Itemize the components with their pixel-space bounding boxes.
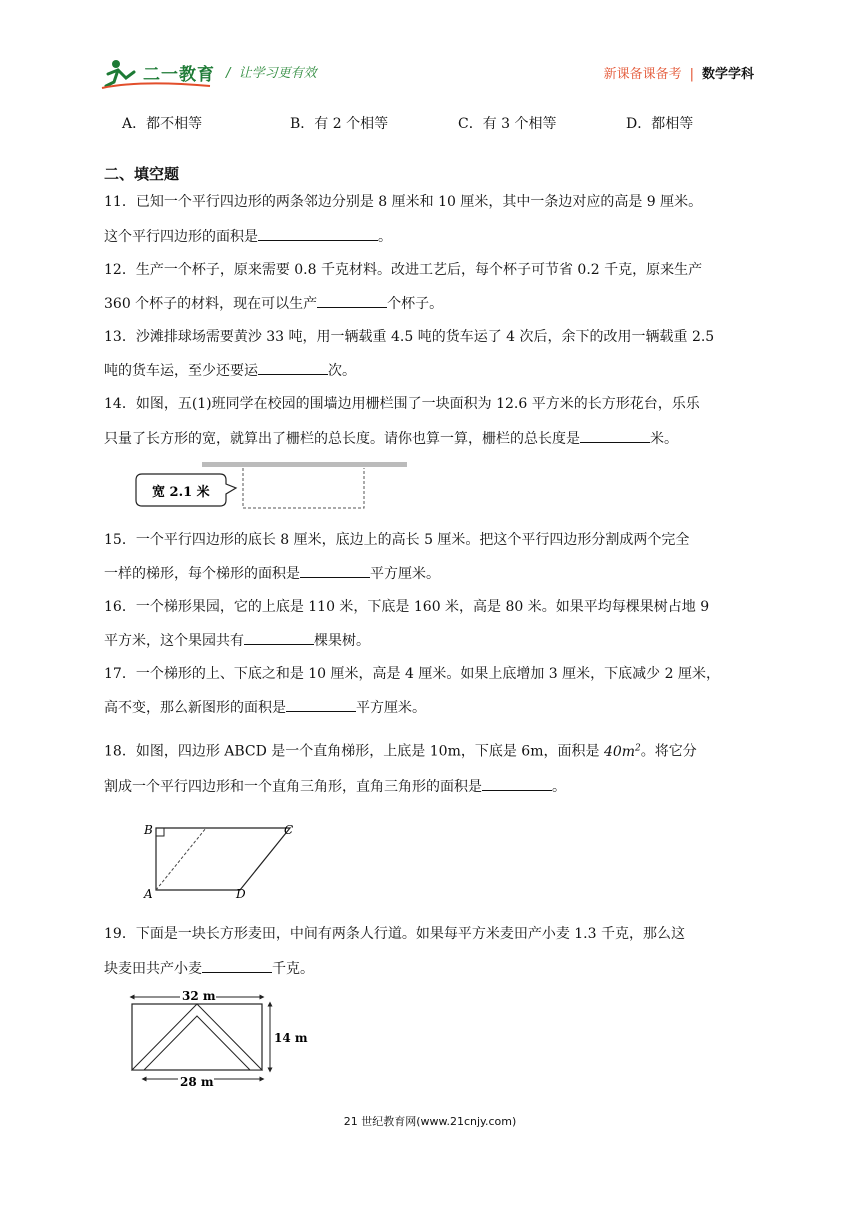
answer-blank[interactable] bbox=[580, 428, 650, 443]
q18-trapezoid-figure bbox=[140, 818, 310, 900]
page-footer: 21 世纪教育网(www.21cnjy.com) bbox=[343, 1115, 517, 1128]
q14-figure bbox=[132, 458, 412, 514]
slogan: / 让学习更有效 bbox=[226, 66, 317, 81]
dim-bottom: 28 m bbox=[180, 1075, 214, 1089]
logo-text: 二一教育 bbox=[143, 65, 215, 85]
header-course-label: 新课备课备考 bbox=[603, 67, 682, 82]
q14-width-label: 宽 2.1 米 bbox=[152, 485, 210, 500]
answer-blank[interactable] bbox=[286, 697, 356, 712]
q11-line2: 这个平行四边形的面积是 。 bbox=[104, 226, 392, 247]
dim-side: 14 m bbox=[274, 1031, 308, 1045]
q16-line2: 平方米，这个果园共有 棵果树。 bbox=[104, 630, 370, 651]
answer-blank[interactable] bbox=[258, 226, 378, 241]
q19-line2: 块麦田共产小麦 千克。 bbox=[104, 958, 314, 979]
header-subject: 数学学科 bbox=[701, 67, 754, 82]
q17-line2: 高不变，那么新图形的面积是 平方厘米。 bbox=[104, 697, 426, 718]
answer-blank[interactable] bbox=[300, 563, 370, 578]
option-a: A．都不相等 bbox=[122, 116, 203, 132]
q12-line2: 360 个杯子的材料，现在可以生产 个杯子。 bbox=[104, 293, 443, 314]
q18-area: $40m^2$ bbox=[603, 743, 641, 760]
vertex-b: B bbox=[144, 823, 153, 837]
option-b: B．有 2 个相等 bbox=[290, 116, 389, 132]
header-separator: | bbox=[689, 67, 694, 82]
answer-blank[interactable] bbox=[317, 293, 387, 308]
q11-line1: 11．已知一个平行四边形的两条邻边分别是 8 厘米和 10 厘米，其中一条边对应的高是 9 厘米。 bbox=[104, 194, 703, 210]
q14-line1: 14．如图，五(1)班同学在校园的围墙边用栅栏围了一块面积为 12.6 平方米的长方形花台，乐乐 bbox=[104, 396, 700, 412]
fence-rectangle bbox=[243, 468, 364, 508]
q15-line2: 一样的梯形，每个梯形的面积是 平方厘米。 bbox=[104, 563, 440, 584]
answer-blank[interactable] bbox=[482, 776, 552, 791]
trapezoid-abcd bbox=[156, 828, 290, 890]
q19-line1: 19．下面是一块长方形麦田，中间有两条人行道。如果每平方米麦田产小麦 1.3 千克，那么这 bbox=[104, 926, 685, 942]
q14-line2: 只量了长方形的宽，就算出了栅栏的总长度。请你也算一算，栅栏的总长度是 米。 bbox=[104, 428, 678, 449]
right-angle-mark bbox=[156, 828, 164, 836]
section-title: 二、填空题 bbox=[104, 165, 180, 183]
answer-blank[interactable] bbox=[202, 958, 272, 973]
q17-line1: 17．一个梯形的上、下底之和是 10 厘米，高是 4 厘米。如果上底增加 3 厘米，下底减少 2 厘米， bbox=[104, 666, 720, 682]
q18-line1: 18．如图，四边形 ABCD 是一个直角梯形，上底是 10m，下底是 6m，面积是 $40m^2$。将它分 bbox=[104, 743, 697, 760]
vertex-c: C bbox=[284, 823, 294, 837]
vertex-d: D bbox=[236, 887, 246, 900]
option-c: C．有 3 个相等 bbox=[458, 116, 557, 132]
dim-top: 32 m bbox=[182, 989, 216, 1003]
option-d: D．都相等 bbox=[626, 116, 694, 132]
q19-field-figure bbox=[122, 986, 322, 1090]
wall bbox=[202, 462, 407, 467]
answer-blank[interactable] bbox=[244, 630, 314, 645]
q16-line1: 16．一个梯形果园，它的上底是 110 米，下底是 160 米，高是 80 米。如果平均每棵果树占地 9 bbox=[104, 599, 710, 615]
q15-line1: 15．一个平行四边形的底长 8 厘米，底边上的高长 5 厘米。把这个平行四边形分割成两个完全 bbox=[104, 532, 690, 548]
q18-line2: 割成一个平行四边形和一个直角三角形，直角三角形的面积是 。 bbox=[104, 776, 566, 797]
vertex-a: A bbox=[144, 887, 153, 900]
q13-line2: 吨的货车运，至少还要运 次。 bbox=[104, 360, 356, 381]
dashed-divider bbox=[156, 828, 206, 890]
q12-line1: 12．生产一个杯子，原来需要 0.8 千克材料。改进工艺后，每个杯子可节省 0.2 千克，原来生产 bbox=[104, 262, 703, 278]
header-right bbox=[604, 63, 754, 82]
answer-blank[interactable] bbox=[258, 360, 328, 375]
q13-line1: 13．沙滩排球场需要黄沙 33 吨，用一辆载重 4.5 吨的货车运了 4 次后，余下的改用一辆载重 2.5 bbox=[104, 329, 715, 345]
